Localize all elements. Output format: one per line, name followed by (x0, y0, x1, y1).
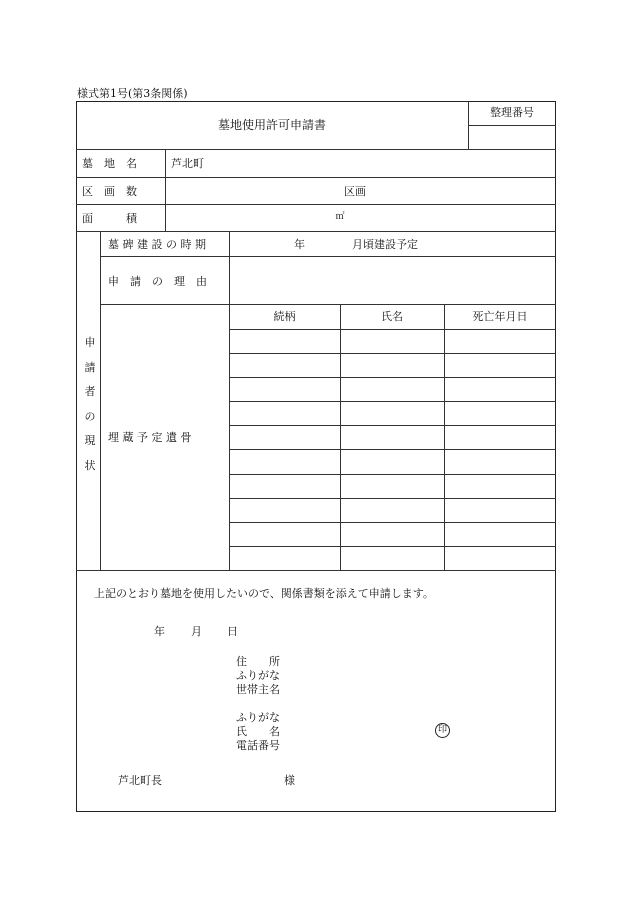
column-name: 氏名 (381, 310, 403, 323)
form-title: 墓地使用許可申請書 (217, 118, 326, 132)
address-label: 住 所 (236, 655, 280, 668)
date-day: 日 (227, 625, 238, 638)
phone-label: 電話番号 (236, 739, 280, 752)
form-number-label: 様式第1号(第3条関係) (77, 87, 188, 100)
column-relationship: 続柄 (273, 310, 296, 323)
householder-label: 世帯主名 (236, 683, 280, 696)
furigana-label: ふりがな (236, 669, 280, 682)
addressee: 芦北町長 (118, 774, 162, 787)
monument-plan: 月頃建設予定 (352, 238, 418, 251)
seal-mark: 印 (435, 723, 450, 738)
cemetery-name-value: 芦北町 (171, 157, 204, 170)
area-label: 面 積 (82, 212, 137, 225)
declaration-text: 上記のとおり墓地を使用したいので、関係書類を添えて申請します。 (94, 587, 434, 600)
column-death-date: 死亡年月日 (472, 310, 528, 323)
name-label: 氏 名 (236, 725, 280, 738)
monument-time-label: 墓 碑 建 設 の 時 期 (108, 238, 206, 251)
honorific: 様 (284, 774, 295, 787)
reason-label: 申 請 の 理 由 (108, 275, 207, 288)
burial-label: 埋 蔵 予 定 遺 骨 (108, 431, 192, 444)
control-number-label: 整理番号 (490, 106, 534, 119)
cemetery-name-label: 墓 地 名 (82, 157, 137, 170)
date-year: 年 (154, 625, 165, 638)
plots-unit: 区画 (344, 185, 366, 198)
monument-year: 年 (294, 238, 305, 251)
date-month: 月 (191, 625, 202, 638)
area-unit: ㎡ (335, 212, 345, 222)
furigana-label: ふりがな (236, 711, 280, 724)
applicant-status-label: 申 請 者 の 現 状 (84, 336, 96, 472)
application-form-table (76, 101, 556, 812)
plots-label: 区 画 数 (82, 185, 137, 198)
